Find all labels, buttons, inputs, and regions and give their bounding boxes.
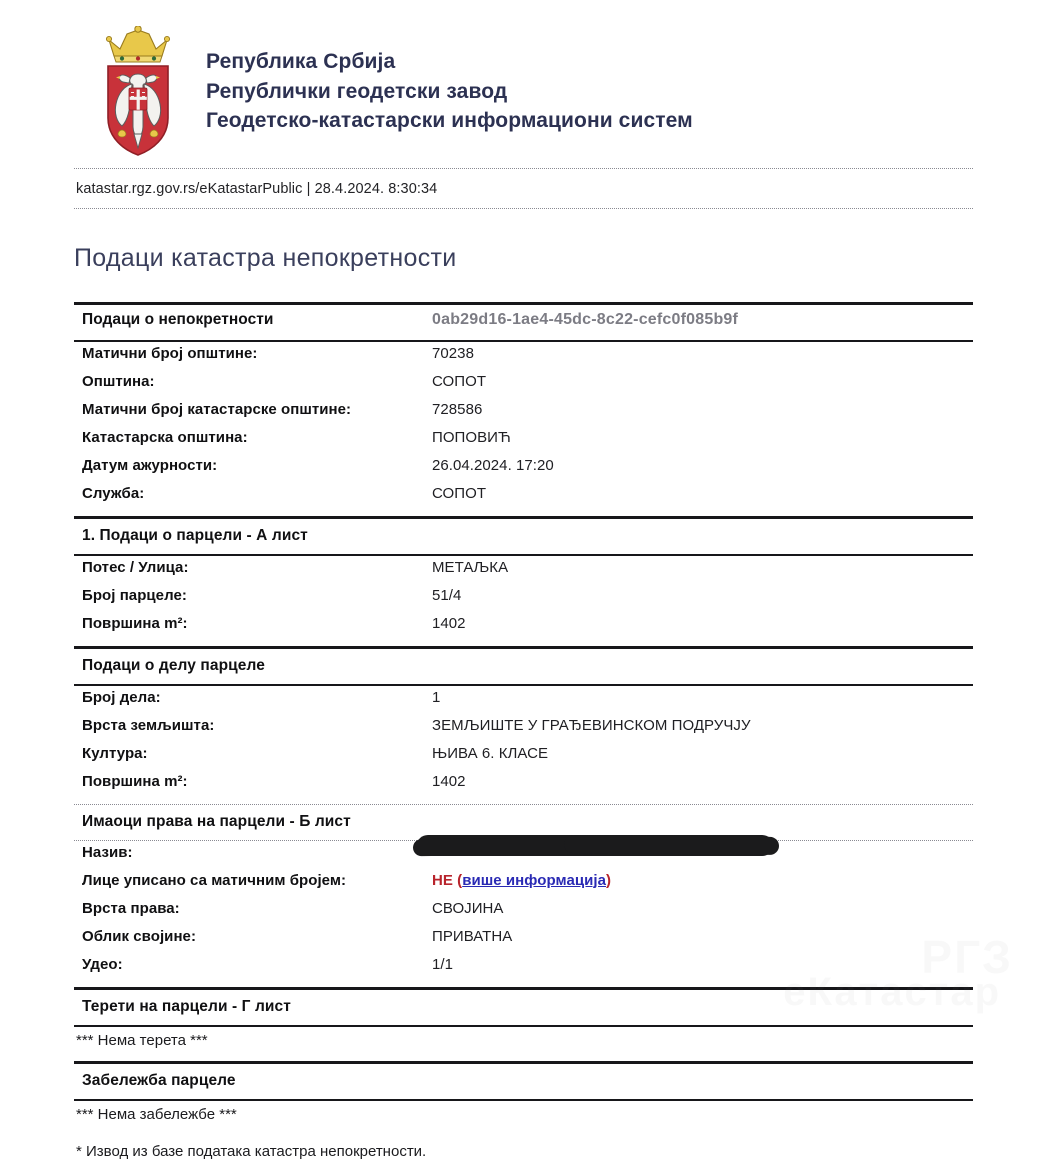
row-label: Служба: — [82, 484, 145, 502]
row-label: Матични број општине: — [82, 344, 258, 362]
row-label: Број парцеле: — [82, 586, 187, 604]
row-label: Матични број катастарске општине: — [82, 400, 352, 418]
paren-open: ( — [457, 871, 463, 889]
row-value: ПРИВАТНА — [432, 927, 513, 945]
table-row — [0, 925, 1041, 953]
org-line-country: Република Србија — [206, 49, 396, 73]
row-value: 51/4 — [432, 586, 462, 604]
row-label: Потес / Улица: — [82, 558, 189, 576]
url-timestamp-strip: katastar.rgz.gov.rs/eKatastarPublic | 28.4.2024. 8:30:34 — [76, 181, 438, 197]
property-header-row — [0, 305, 1041, 340]
parcel-part-rows — [0, 686, 1041, 798]
table-row — [0, 612, 1041, 640]
row-label: Врста земљишта: — [82, 716, 215, 734]
row-value: ЗЕМЉИШТЕ У ГРАЂЕВИНСКОМ ПОДРУЧЈУ — [432, 716, 751, 734]
table-row — [0, 584, 1041, 612]
more-info-link[interactable]: више информација — [462, 871, 606, 889]
row-value: 1/1 — [432, 955, 454, 973]
property-rows — [0, 342, 1041, 510]
row-value: СОПОТ — [432, 372, 487, 390]
table-row — [0, 897, 1041, 925]
header-divider-bottom — [74, 208, 973, 209]
section-header-parcel-part: Подаци о делу парцеле — [82, 656, 265, 674]
row-value: 1402 — [432, 614, 466, 632]
document-footnote: * Извод из базе података катастра непокретности. — [76, 1142, 427, 1160]
row-label: Катастарска општина: — [82, 428, 248, 446]
section-header-burdens: Терети на парцели - Г лист — [82, 997, 291, 1015]
organization-titles — [206, 49, 693, 136]
holders-rows — [0, 841, 1041, 981]
burdens-empty-note: *** Нема терета *** — [76, 1031, 208, 1049]
watermark-line-1: РГЗ — [921, 931, 1013, 983]
section-header-remarks: Забележба парцеле — [82, 1071, 236, 1089]
parcel-rows — [0, 556, 1041, 640]
row-label: Удео: — [82, 955, 123, 973]
property-header-label: Подаци о непокретности — [82, 310, 274, 328]
watermark-line-2: еКатастар — [783, 970, 1001, 1014]
serbian-coat-of-arms-icon — [96, 26, 180, 158]
table-row — [0, 556, 1041, 584]
table-row — [0, 370, 1041, 398]
row-value: 1402 — [432, 772, 466, 790]
table-row — [0, 770, 1041, 798]
table-row — [0, 454, 1041, 482]
row-value: МЕТАЉКА — [432, 558, 509, 576]
table-row — [0, 426, 1041, 454]
paren-close: ) — [606, 871, 612, 889]
row-label: Лице уписано са матичним бројем: — [82, 871, 347, 889]
row-label: Назив: — [82, 843, 133, 861]
row-value: СОПОТ — [432, 484, 487, 502]
table-row-registered — [0, 869, 1041, 897]
property-uuid-value: 0ab29d16-1ae4-45dc-8c22-cefc0f085b9f — [432, 310, 739, 328]
registered-value: НЕ — [432, 871, 453, 889]
row-label: Број дела: — [82, 688, 161, 706]
row-label: Култура: — [82, 744, 148, 762]
row-label: Површина m²: — [82, 772, 188, 790]
row-value: СВОЈИНА — [432, 899, 504, 917]
org-line-authority: Републички геодетски завод — [206, 79, 508, 103]
row-label: Општина: — [82, 372, 155, 390]
row-value: 70238 — [432, 344, 474, 362]
row-value: ЊИВА 6. КЛАСЕ — [432, 744, 549, 762]
document-header — [0, 0, 1041, 168]
table-row — [0, 398, 1041, 426]
row-value: ПОПОВИЋ — [432, 428, 511, 446]
redaction-bar — [417, 835, 773, 856]
table-row — [0, 686, 1041, 714]
section-header-parcel: 1. Подаци о парцели - А лист — [82, 526, 308, 544]
row-label: Облик својине: — [82, 927, 196, 945]
row-label: Површина m²: — [82, 614, 188, 632]
org-line-system: Геодетско-катастарски информациони систем — [206, 109, 693, 133]
remarks-empty-note: *** Нема забележбе *** — [76, 1105, 237, 1123]
row-value-registered — [432, 872, 611, 889]
property-data-table — [0, 305, 1041, 340]
row-value: 728586 — [432, 400, 483, 418]
row-value: 1 — [432, 688, 441, 706]
section-header-holders: Имаоци права на парцели - Б лист — [82, 812, 351, 830]
table-row — [0, 742, 1041, 770]
table-row — [0, 342, 1041, 370]
row-label: Врста права: — [82, 899, 180, 917]
page-title: Подаци катастра непокретности — [74, 243, 457, 272]
row-label: Датум ажурности: — [82, 456, 218, 474]
table-row — [0, 953, 1041, 981]
table-row-name — [0, 841, 1041, 869]
table-row — [0, 482, 1041, 510]
table-row — [0, 714, 1041, 742]
row-value: 26.04.2024. 17:20 — [432, 456, 554, 474]
